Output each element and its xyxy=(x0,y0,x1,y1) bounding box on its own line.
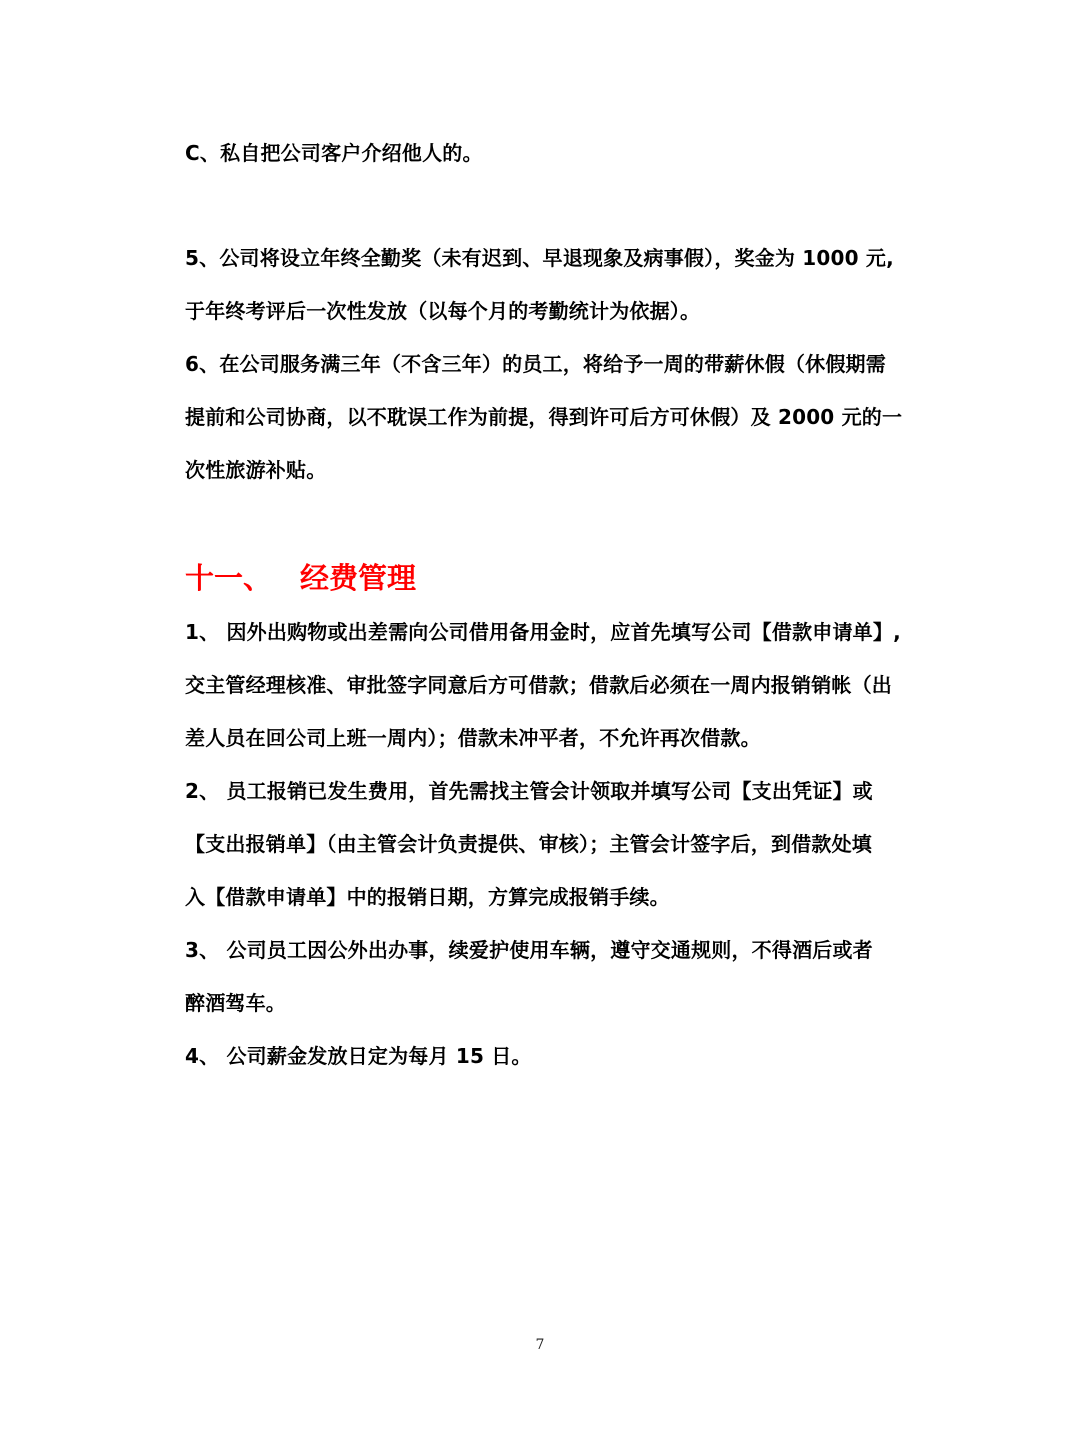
text-line: C、私自把公司客户介绍他人的。 xyxy=(185,141,483,165)
text-line: 入【借款申请单】中的报销日期，方算完成报销手续。 xyxy=(185,885,670,909)
section-number: 十一、 xyxy=(185,561,273,595)
text-line: 醉酒驾车。 xyxy=(185,991,286,1015)
text-line: 1、 因外出购物或出差需向公司借用备用金时，应首先填写公司【借款申请单】, xyxy=(185,620,901,644)
text-line: 6、在公司服务满三年（不含三年）的员工，将给予一周的带薪休假（休假期需 xyxy=(185,352,886,376)
text-line: 交主管经理核准、审批签字同意后方可借款；借款后必须在一周内报销销帐（出 xyxy=(185,673,892,697)
text-line: 2、 员工报销已发生费用，首先需找主管会计领取并填写公司【支出凭证】或 xyxy=(185,779,873,803)
text-line: 3、 公司员工因公外出办事，续爱护使用车辆，遵守交通规则，不得酒后或者 xyxy=(185,938,873,962)
text-line: 差人员在回公司上班一周内）；借款未冲平者，不允许再次借款。 xyxy=(185,726,761,750)
section-title: 经费管理 xyxy=(300,561,417,595)
text-line: 于年终考评后一次性发放（以每个月的考勤统计为依据）。 xyxy=(185,299,701,323)
text-line: 提前和公司协商，以不耽误工作为前提，得到许可后方可休假）及 2000 元的一 xyxy=(185,405,903,429)
page-number: 7 xyxy=(535,1337,545,1353)
section-heading xyxy=(185,560,416,596)
text-line: 5、公司将设立年终全勤奖（未有迟到、早退现象及病事假），奖金为 1000 元, xyxy=(185,246,894,270)
text-line: 【支出报销单】（由主管会计负责提供、审核）；主管会计签字后，到借款处填 xyxy=(185,832,872,856)
text-line: 次性旅游补贴。 xyxy=(185,458,327,482)
text-line: 4、 公司薪金发放日定为每月 15 日。 xyxy=(185,1044,532,1068)
